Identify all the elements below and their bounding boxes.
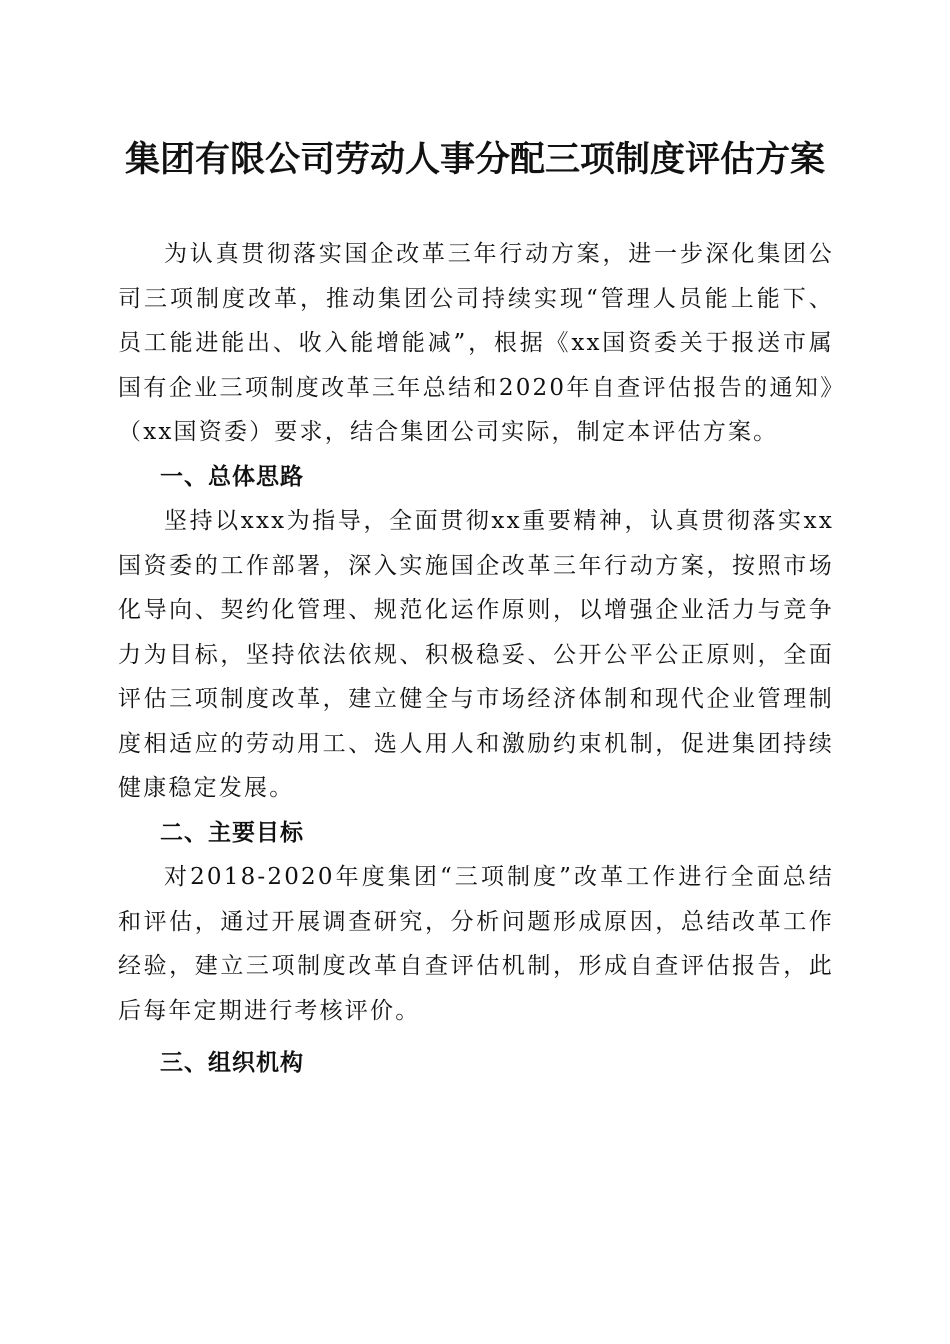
intro-paragraph: 为认真贯彻落实国企改革三年行动方案，进一步深化集团公司三项制度改革，推动集团公司持续实现“管理人员能上能下、员工能进能出、收入能增能减”，根据《xx国资委关于报送市属国有企业三项制度改革三年总结和2020年自查评估报告的通知》（xx国资委）要求，结合集团公司实际，制定本评估方案。: [118, 241, 834, 445]
section-heading: 一、总体思路: [160, 463, 304, 490]
document-body: [118, 232, 834, 1086]
section-main-goals: [118, 811, 834, 1034]
document-title: 集团有限公司劳动人事分配三项制度评估方案: [124, 139, 825, 180]
section-heading: 二、主要目标: [160, 819, 304, 846]
section-heading: 三、组织机构: [160, 1050, 304, 1076]
section-paragraph: 坚持以xxx为指导，全面贯彻xx重要精神，认真贯彻落实xx国资委的工作部署，深入实施国企改革三年行动方案，按照市场化导向、契约化管理、规范化运作原则，以增强企业活力与竞争力为目标，坚持依法依规、积极稳妥、公开公平公正原则，全面评估三项制度改革，建立健全与市场经济体制和现代企业管理制度相适应的劳动用工、选人用人和激励约束机制，促进集团持续健康稳定发展。: [118, 508, 834, 801]
section-paragraph: 对2018-2020年度集团“三项制度”改革工作进行全面总结和评估，通过开展调查研究，分析问题形成原因，总结改革工作经验，建立三项制度改革自查评估机制，形成自查评估报告，此后每年定期进行考核评价。: [118, 864, 834, 1024]
section-organization: [118, 1041, 834, 1086]
section-overall-approach: [118, 455, 834, 811]
